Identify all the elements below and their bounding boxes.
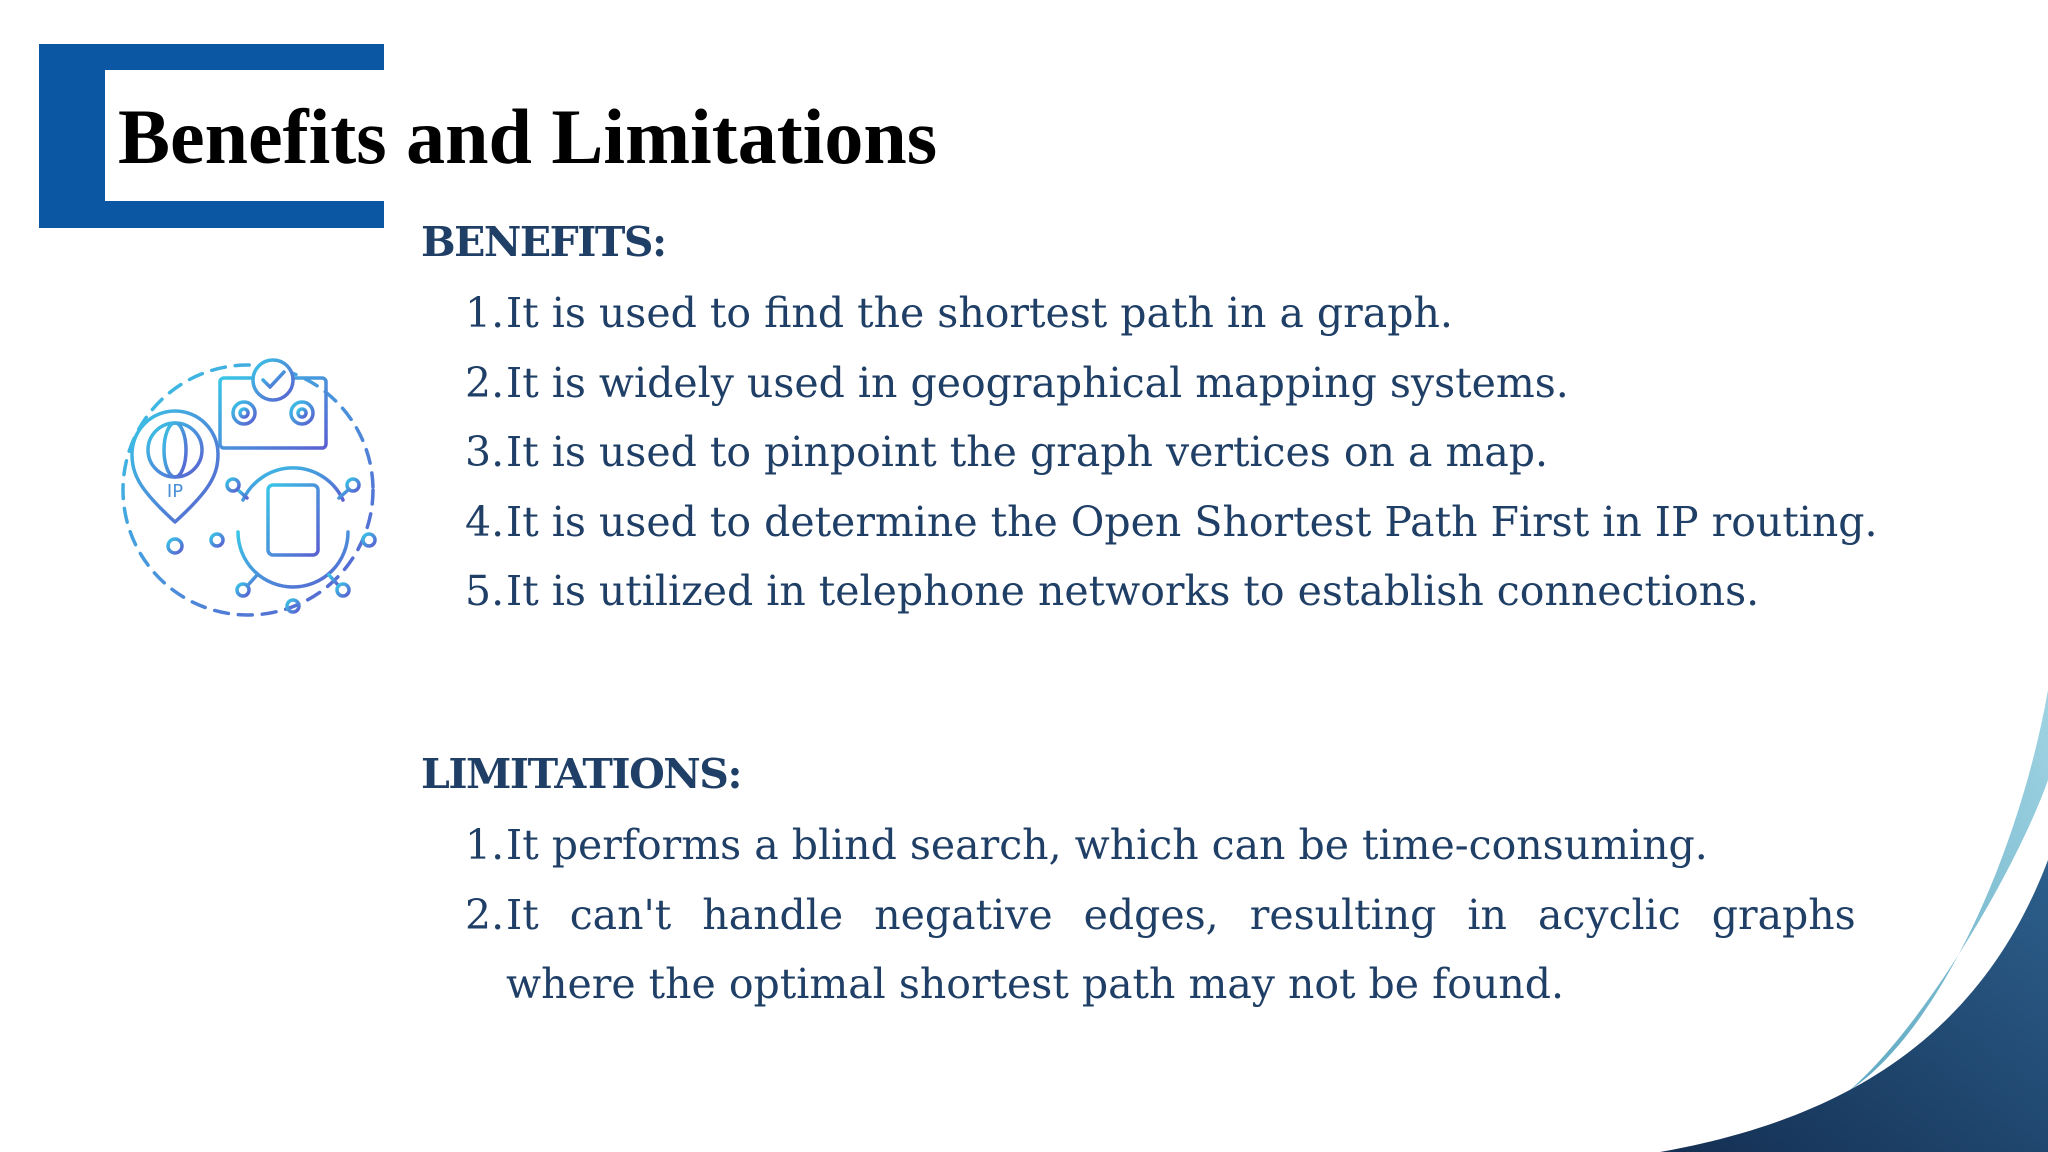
item-text: It is utilized in telephone networks to establish connections. xyxy=(506,567,1760,615)
server-gear-icon xyxy=(211,468,375,612)
item-number: 2. xyxy=(465,890,505,939)
limitations-heading: LIMITATIONS: xyxy=(421,750,742,798)
item-text: It performs a blind search, which can be time-consuming. xyxy=(506,821,1708,869)
benefits-heading: BENEFITS: xyxy=(421,218,666,266)
item-text: It can't handle negative edges, resulting in acyclic graphs xyxy=(506,890,1856,939)
item-text-continuation: where the optimal shortest path may not be found. xyxy=(506,960,1565,1008)
item-number: 4. xyxy=(465,497,505,546)
item-text: It is used to find the shortest path in a graph. xyxy=(506,289,1453,337)
item-number: 3. xyxy=(465,428,505,476)
dark-wave xyxy=(1660,860,2048,1152)
item-number: 1. xyxy=(465,821,505,869)
item-text: It is widely used in geographical mapping systems. xyxy=(506,358,1569,407)
item-number: 2. xyxy=(465,358,505,407)
check-badge-icon xyxy=(253,360,293,400)
item-text: It is used to pinpoint the graph vertices on a map. xyxy=(506,428,1549,476)
location-pin-icon xyxy=(132,411,218,553)
network-routing-icon xyxy=(110,350,390,630)
corner-wave-decoration xyxy=(1600,650,2048,1152)
slide-title: Benefits and Limitations xyxy=(118,93,938,180)
item-number: 1. xyxy=(465,289,505,337)
pin-label: IP xyxy=(166,481,184,502)
item-text: It is used to determine the Open Shortest Path First in IP routing. xyxy=(506,497,1878,546)
item-number: 5. xyxy=(465,567,505,615)
